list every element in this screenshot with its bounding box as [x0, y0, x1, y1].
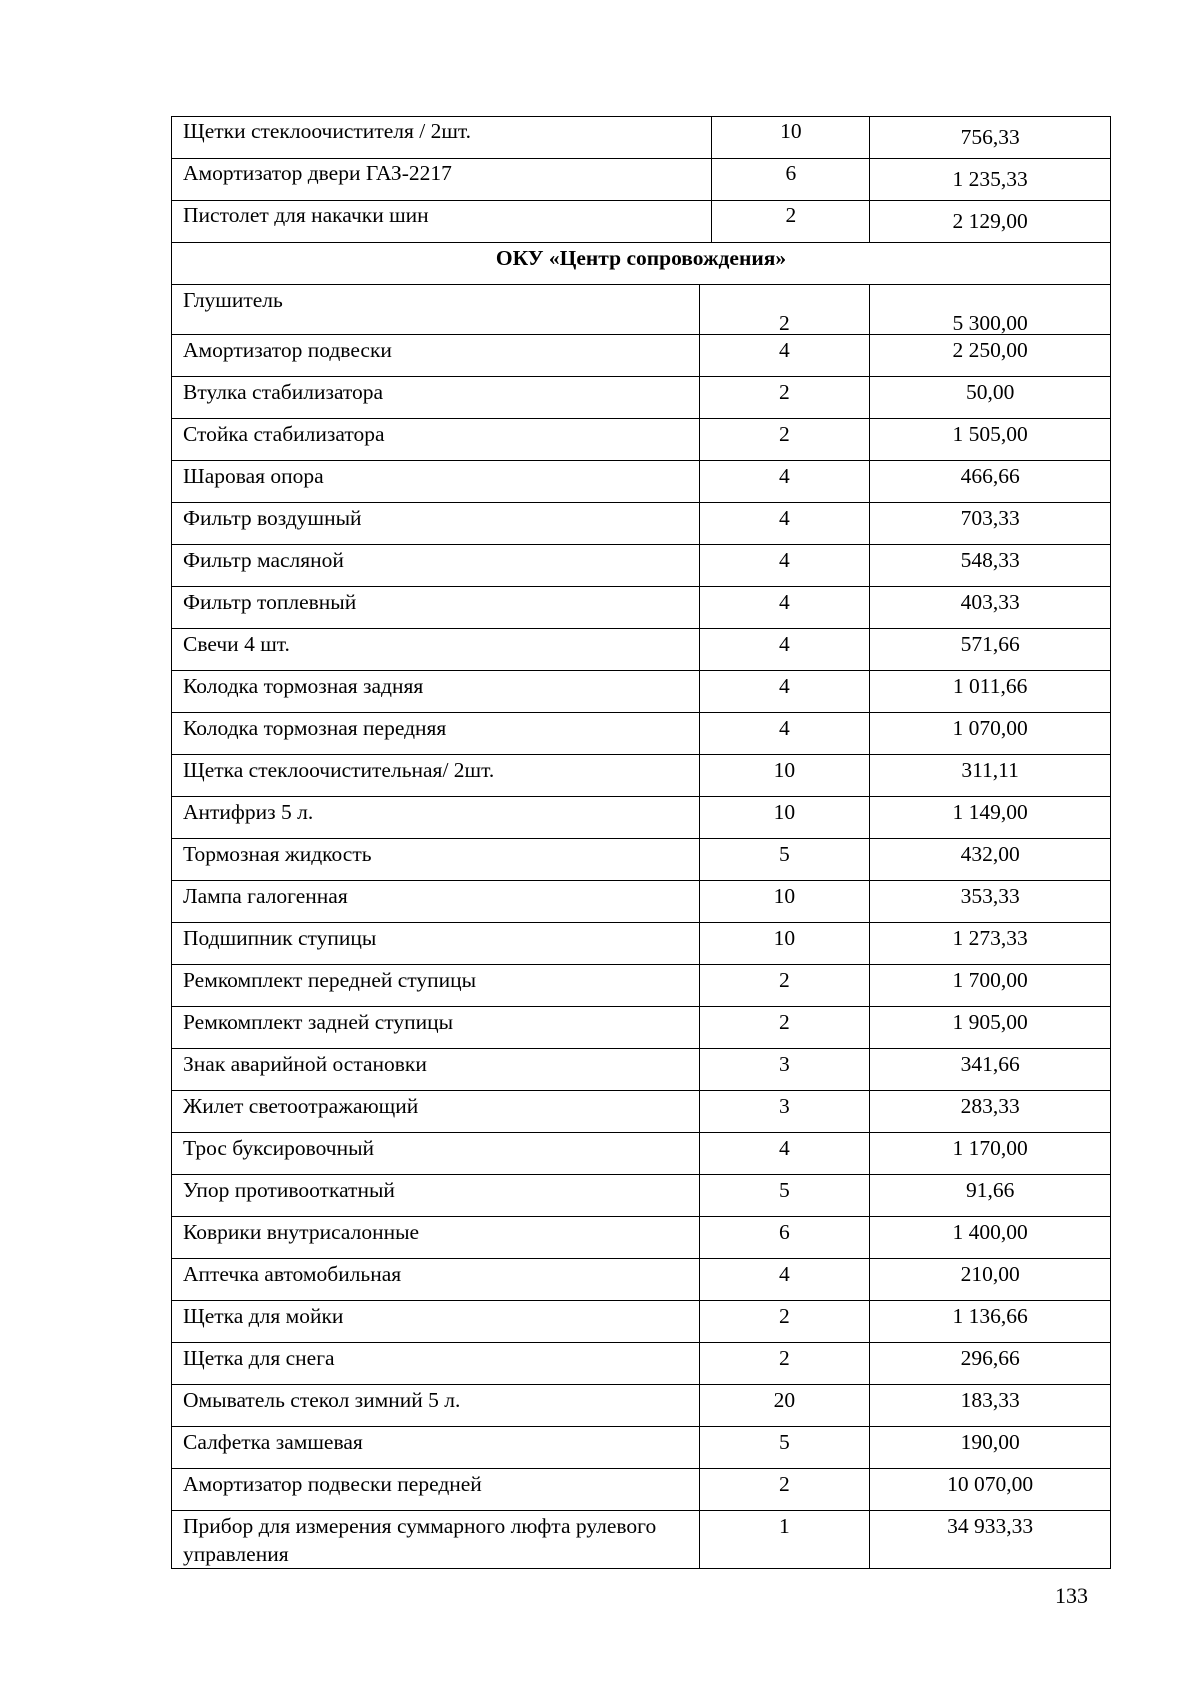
item-price: 2 129,00: [870, 201, 1111, 243]
item-quantity: 20: [699, 1385, 870, 1427]
item-price: 1 905,00: [870, 1007, 1111, 1049]
item-price: 1 505,00: [870, 419, 1111, 461]
table-row: [172, 419, 1111, 461]
item-price: 548,33: [870, 545, 1111, 587]
items-table-top: [171, 116, 1111, 285]
item-price: 91,66: [870, 1175, 1111, 1217]
table-row: [172, 335, 1111, 377]
table-row: [172, 1175, 1111, 1217]
item-price: 1 170,00: [870, 1133, 1111, 1175]
item-name: Щетки стеклоочистителя / 2шт.: [172, 117, 712, 159]
table-row: [172, 545, 1111, 587]
item-quantity: 4: [699, 713, 870, 755]
item-name: Прибор для измерения суммарного люфта рулевого управления: [172, 1511, 700, 1569]
item-price: 466,66: [870, 461, 1111, 503]
item-name: Аптечка автомобильная: [172, 1259, 700, 1301]
item-name: Трос буксировочный: [172, 1133, 700, 1175]
item-price: 756,33: [870, 117, 1111, 159]
item-name: Глушитель: [172, 285, 700, 335]
item-price: 5 300,00: [870, 285, 1111, 335]
table-row: [172, 1301, 1111, 1343]
item-price: 1 149,00: [870, 797, 1111, 839]
table-row: [172, 1427, 1111, 1469]
item-name: Шаровая опора: [172, 461, 700, 503]
table-row: [172, 1469, 1111, 1511]
item-name: Фильтр топлевный: [172, 587, 700, 629]
item-name: Фильтр воздушный: [172, 503, 700, 545]
table-row: [172, 629, 1111, 671]
item-quantity: 2: [699, 1343, 870, 1385]
table-row: [172, 201, 1111, 243]
item-name: Стойка стабилизатора: [172, 419, 700, 461]
item-price: 34 933,33: [870, 1511, 1111, 1569]
item-quantity: 10: [712, 117, 870, 159]
item-quantity: 4: [699, 1259, 870, 1301]
item-quantity: 10: [699, 881, 870, 923]
table-row: [172, 117, 1111, 159]
item-name: Колодка тормозная задняя: [172, 671, 700, 713]
item-quantity: 4: [699, 671, 870, 713]
item-price: 296,66: [870, 1343, 1111, 1385]
item-name: Втулка стабилизатора: [172, 377, 700, 419]
table-row: [172, 1091, 1111, 1133]
table-row: [172, 671, 1111, 713]
item-quantity: 6: [699, 1217, 870, 1259]
table-row: [172, 1343, 1111, 1385]
item-quantity: 4: [699, 629, 870, 671]
item-price: 283,33: [870, 1091, 1111, 1133]
item-quantity: 4: [699, 1133, 870, 1175]
item-name: Фильтр масляной: [172, 545, 700, 587]
table-row: [172, 755, 1111, 797]
table-row: [172, 797, 1111, 839]
item-name: Амортизатор подвески передней: [172, 1469, 700, 1511]
item-name: Омыватель стекол зимний 5 л.: [172, 1385, 700, 1427]
item-quantity: 2: [699, 377, 870, 419]
page-number: 133: [1055, 1583, 1088, 1608]
table-row: [172, 503, 1111, 545]
item-name: Ремкомплект задней ступицы: [172, 1007, 700, 1049]
item-name: Жилет светоотражающий: [172, 1091, 700, 1133]
item-quantity: 3: [699, 1049, 870, 1091]
item-quantity: 2: [699, 285, 870, 335]
item-quantity: 2: [699, 1301, 870, 1343]
item-name: Коврики внутрисалонные: [172, 1217, 700, 1259]
table-row: [172, 377, 1111, 419]
item-price: 2 250,00: [870, 335, 1111, 377]
table-row: [172, 1511, 1111, 1569]
section-row: [172, 243, 1111, 285]
item-name: Антифриз 5 л.: [172, 797, 700, 839]
item-name: Свечи 4 шт.: [172, 629, 700, 671]
item-quantity: 3: [699, 1091, 870, 1133]
table-row: [172, 839, 1111, 881]
item-price: 1 700,00: [870, 965, 1111, 1007]
item-name: Пистолет для накачки шин: [172, 201, 712, 243]
table-row: [172, 1007, 1111, 1049]
item-quantity: 2: [699, 1469, 870, 1511]
item-price: 1 070,00: [870, 713, 1111, 755]
item-quantity: 4: [699, 335, 870, 377]
item-price: 183,33: [870, 1385, 1111, 1427]
table-row: [172, 923, 1111, 965]
item-price: 190,00: [870, 1427, 1111, 1469]
table-row: [172, 587, 1111, 629]
table-row: [172, 965, 1111, 1007]
item-name: Щетка для снега: [172, 1343, 700, 1385]
item-price: 50,00: [870, 377, 1111, 419]
item-name: Амортизатор подвески: [172, 335, 700, 377]
item-price: 571,66: [870, 629, 1111, 671]
item-price: 341,66: [870, 1049, 1111, 1091]
section-title: ОКУ «Центр сопровождения»: [172, 243, 1111, 285]
item-name: Щетка для мойки: [172, 1301, 700, 1343]
item-price: 403,33: [870, 587, 1111, 629]
item-price: 1 136,66: [870, 1301, 1111, 1343]
item-price: 432,00: [870, 839, 1111, 881]
table-row: [172, 461, 1111, 503]
item-quantity: 1: [699, 1511, 870, 1569]
item-quantity: 10: [699, 755, 870, 797]
item-name: Лампа галогенная: [172, 881, 700, 923]
item-quantity: 4: [699, 461, 870, 503]
item-name: Ремкомплект передней ступицы: [172, 965, 700, 1007]
item-quantity: 2: [699, 419, 870, 461]
table-row: [172, 1385, 1111, 1427]
item-quantity: 5: [699, 839, 870, 881]
item-quantity: 5: [699, 1427, 870, 1469]
item-name: Щетка стеклоочистительная/ 2шт.: [172, 755, 700, 797]
item-price: 10 070,00: [870, 1469, 1111, 1511]
item-quantity: 4: [699, 545, 870, 587]
item-name: Колодка тормозная передняя: [172, 713, 700, 755]
item-price: 311,11: [870, 755, 1111, 797]
item-quantity: 5: [699, 1175, 870, 1217]
item-quantity: 2: [699, 1007, 870, 1049]
item-price: 1 400,00: [870, 1217, 1111, 1259]
item-name: Салфетка замшевая: [172, 1427, 700, 1469]
item-price: 210,00: [870, 1259, 1111, 1301]
table-row: [172, 1133, 1111, 1175]
table-row: [172, 285, 1111, 335]
item-name: Знак аварийной остановки: [172, 1049, 700, 1091]
table-row: [172, 1049, 1111, 1091]
table-row: [172, 881, 1111, 923]
item-quantity: 10: [699, 923, 870, 965]
item-quantity: 2: [699, 965, 870, 1007]
table-row: [172, 713, 1111, 755]
table-row: [172, 1259, 1111, 1301]
item-quantity: 2: [712, 201, 870, 243]
item-quantity: 4: [699, 587, 870, 629]
item-quantity: 4: [699, 503, 870, 545]
item-quantity: 6: [712, 159, 870, 201]
items-table-main: [171, 284, 1111, 1569]
item-price: 1 235,33: [870, 159, 1111, 201]
item-price: 703,33: [870, 503, 1111, 545]
table-row: [172, 159, 1111, 201]
item-name: Упор противооткатный: [172, 1175, 700, 1217]
item-name: Подшипник ступицы: [172, 923, 700, 965]
item-quantity: 10: [699, 797, 870, 839]
item-name: Амортизатор двери ГАЗ-2217: [172, 159, 712, 201]
item-name: Тормозная жидкость: [172, 839, 700, 881]
item-price: 1 011,66: [870, 671, 1111, 713]
item-price: 1 273,33: [870, 923, 1111, 965]
item-price: 353,33: [870, 881, 1111, 923]
table-row: [172, 1217, 1111, 1259]
